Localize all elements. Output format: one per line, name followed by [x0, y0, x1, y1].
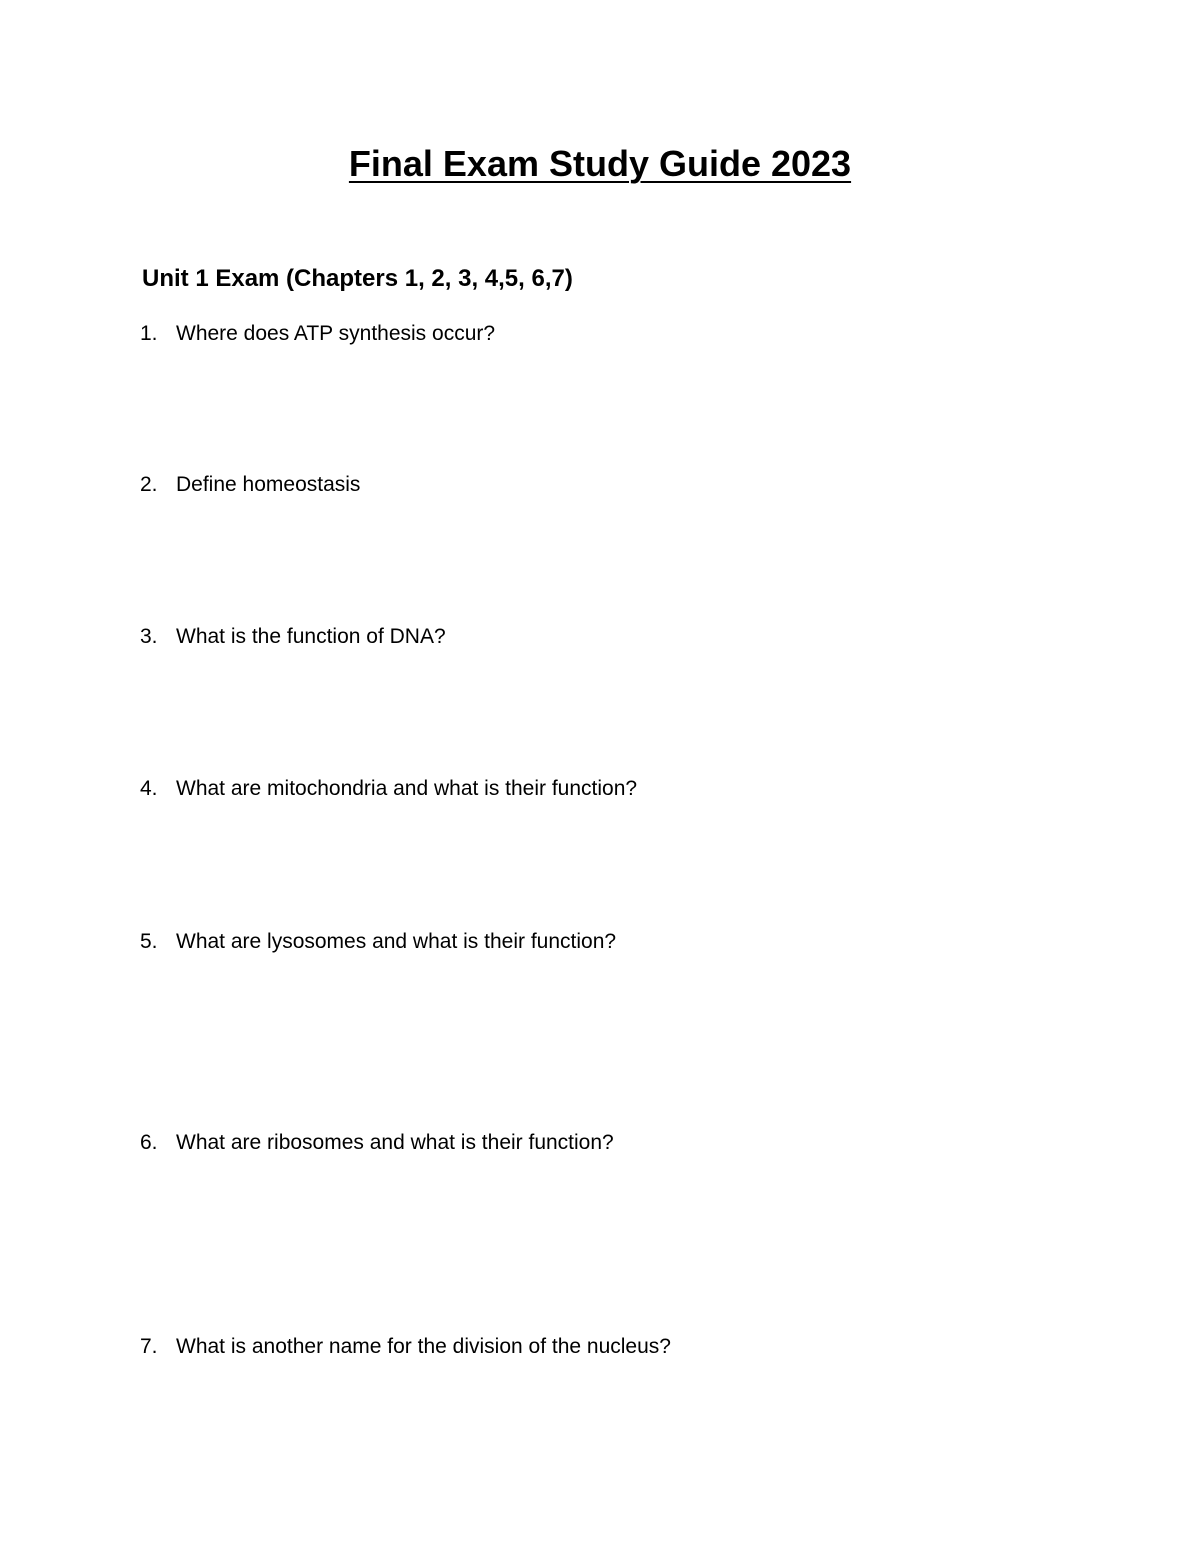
- question-text: What is the function of DNA?: [176, 625, 446, 648]
- question-number: 1.: [140, 322, 158, 345]
- question-item: [140, 1332, 671, 1362]
- question-text: Define homeostasis: [176, 473, 361, 496]
- section-heading: Unit 1 Exam (Chapters 1, 2, 3, 4,5, 6,7): [142, 265, 573, 292]
- question-number: 4.: [140, 777, 158, 800]
- question-number: 2.: [140, 473, 158, 496]
- question-number: 7.: [140, 1335, 158, 1358]
- question-item: [140, 319, 495, 349]
- question-text: What is another name for the division of the nucleus?: [176, 1335, 671, 1358]
- question-item: [140, 774, 637, 804]
- question-item: [140, 622, 446, 652]
- question-text: What are lysosomes and what is their function?: [176, 930, 617, 953]
- question-number: 5.: [140, 930, 158, 953]
- question-item: [140, 470, 360, 500]
- question-item: [140, 1128, 614, 1158]
- question-number: 6.: [140, 1131, 158, 1154]
- question-number: 3.: [140, 625, 158, 648]
- question-text: What are mitochondria and what is their function?: [176, 777, 638, 800]
- question-item: [140, 927, 616, 957]
- document-title: Final Exam Study Guide 2023: [348, 143, 852, 184]
- question-text: What are ribosomes and what is their function?: [176, 1131, 614, 1154]
- question-text: Where does ATP synthesis occur?: [176, 322, 496, 345]
